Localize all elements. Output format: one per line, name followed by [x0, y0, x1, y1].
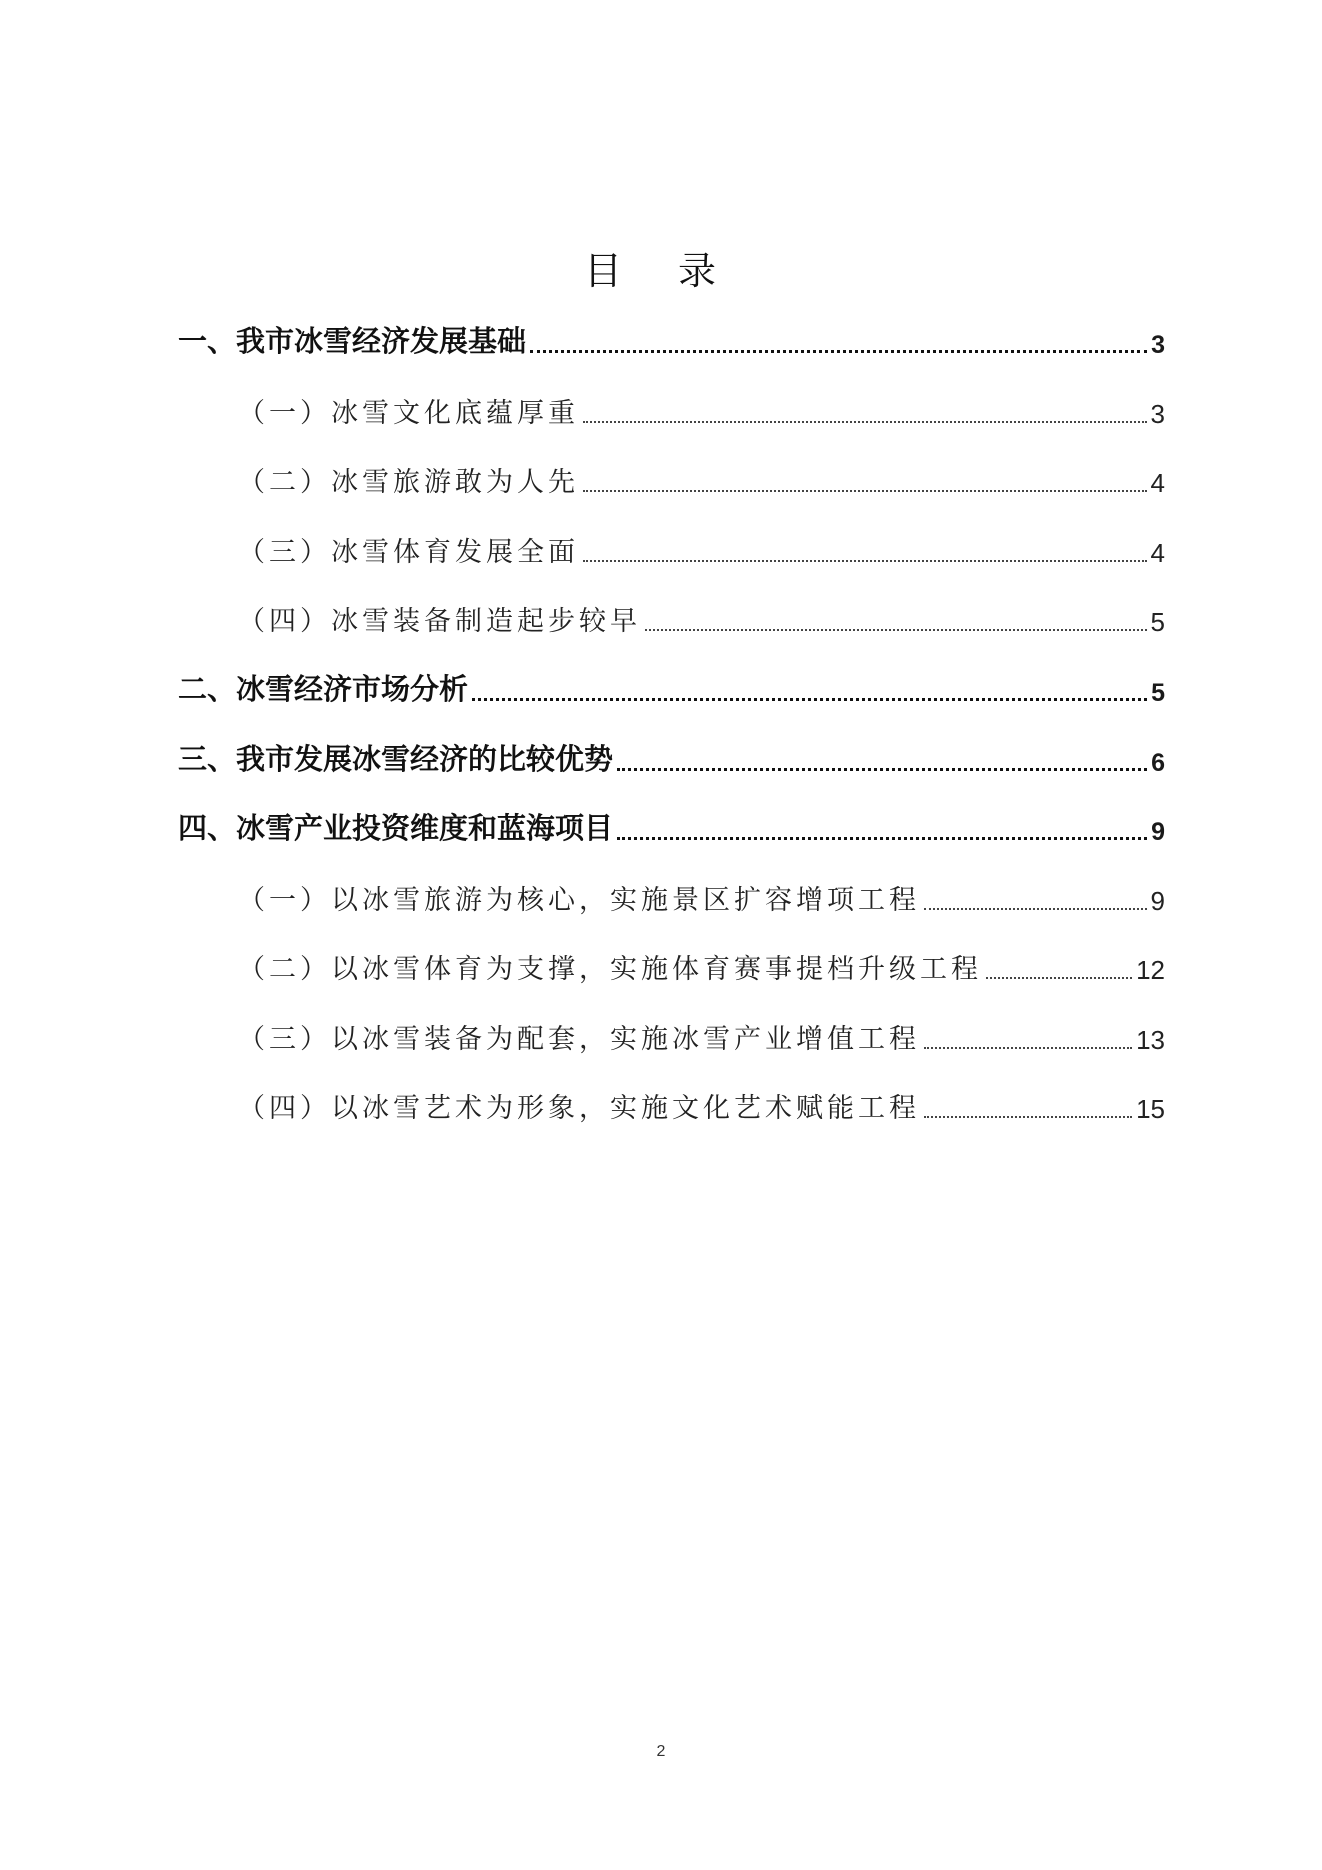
toc-entry-label: 二、冰雪经济市场分析: [178, 672, 469, 706]
dot-leader: [924, 907, 1147, 910]
toc-entry-label: 三、我市发展冰雪经济的比较优势: [178, 742, 614, 776]
toc-entry-label: （四）冰雪装备制造起步较早: [238, 606, 641, 637]
toc-entry-section-1-4[interactable]: [178, 588, 1165, 638]
dot-leader: [617, 836, 1147, 840]
toc-entry-section-4-4[interactable]: [178, 1075, 1165, 1125]
dot-leader: [583, 489, 1147, 492]
toc-entry-label: （四）以冰雪艺术为形象，实施文化艺术赋能工程: [238, 1093, 920, 1124]
toc-entry-page: 3: [1150, 399, 1165, 429]
dot-leader: [986, 976, 1132, 979]
toc-entry-section-1-2[interactable]: [178, 449, 1165, 499]
dot-leader: [472, 697, 1147, 701]
toc-entry-page: 13: [1136, 1025, 1165, 1055]
toc-entry-label: 一、我市冰雪经济发展基础: [178, 324, 527, 358]
toc-entry-page: 4: [1150, 468, 1165, 498]
toc-entry-section-4-3[interactable]: [178, 1006, 1165, 1056]
toc-entry-label: （三）以冰雪装备为配套，实施冰雪产业增值工程: [238, 1024, 920, 1055]
toc-entry-label: （一）冰雪文化底蕴厚重: [238, 398, 579, 429]
dot-leader: [583, 420, 1147, 423]
toc-entry-page: 9: [1150, 886, 1165, 916]
toc-entry-section-1[interactable]: [178, 310, 1165, 360]
toc-entry-page: 6: [1151, 749, 1165, 777]
dot-leader: [924, 1115, 1132, 1118]
toc-entry-page: 4: [1150, 538, 1165, 568]
toc-entry-label: （一）以冰雪旅游为核心，实施景区扩容增项工程: [238, 885, 920, 916]
toc-entry-section-3[interactable]: [178, 728, 1165, 778]
toc-entry-label: （三）冰雪体育发展全面: [238, 537, 579, 568]
dot-leader: [583, 559, 1147, 562]
toc-entry-label: （二）冰雪旅游敢为人先: [238, 467, 579, 498]
toc-entry-page: 3: [1151, 331, 1165, 359]
toc-entry-label: （二）以冰雪体育为支撑，实施体育赛事提档升级工程: [238, 954, 982, 985]
dot-leader: [924, 1046, 1132, 1049]
toc-entry-page: 5: [1151, 679, 1165, 707]
dot-leader: [645, 628, 1147, 631]
toc-entry-page: 15: [1136, 1094, 1165, 1124]
toc-entry-page: 12: [1136, 955, 1165, 985]
toc-entry-page: 9: [1151, 818, 1165, 846]
toc-entry-page: 5: [1150, 607, 1165, 637]
page-number: 2: [656, 1743, 666, 1760]
toc-entry-section-4[interactable]: [178, 797, 1165, 847]
dot-leader: [530, 349, 1147, 353]
toc-entry-section-4-2[interactable]: [178, 936, 1165, 986]
toc-entry-section-4-1[interactable]: [178, 867, 1165, 917]
toc-entry-section-2[interactable]: [178, 658, 1165, 708]
dot-leader: [617, 767, 1147, 771]
toc-title: 目 录: [583, 249, 739, 293]
toc-entry-section-1-1[interactable]: [178, 380, 1165, 430]
toc-entry-section-1-3[interactable]: [178, 519, 1165, 569]
toc-entry-label: 四、冰雪产业投资维度和蓝海项目: [178, 811, 614, 845]
